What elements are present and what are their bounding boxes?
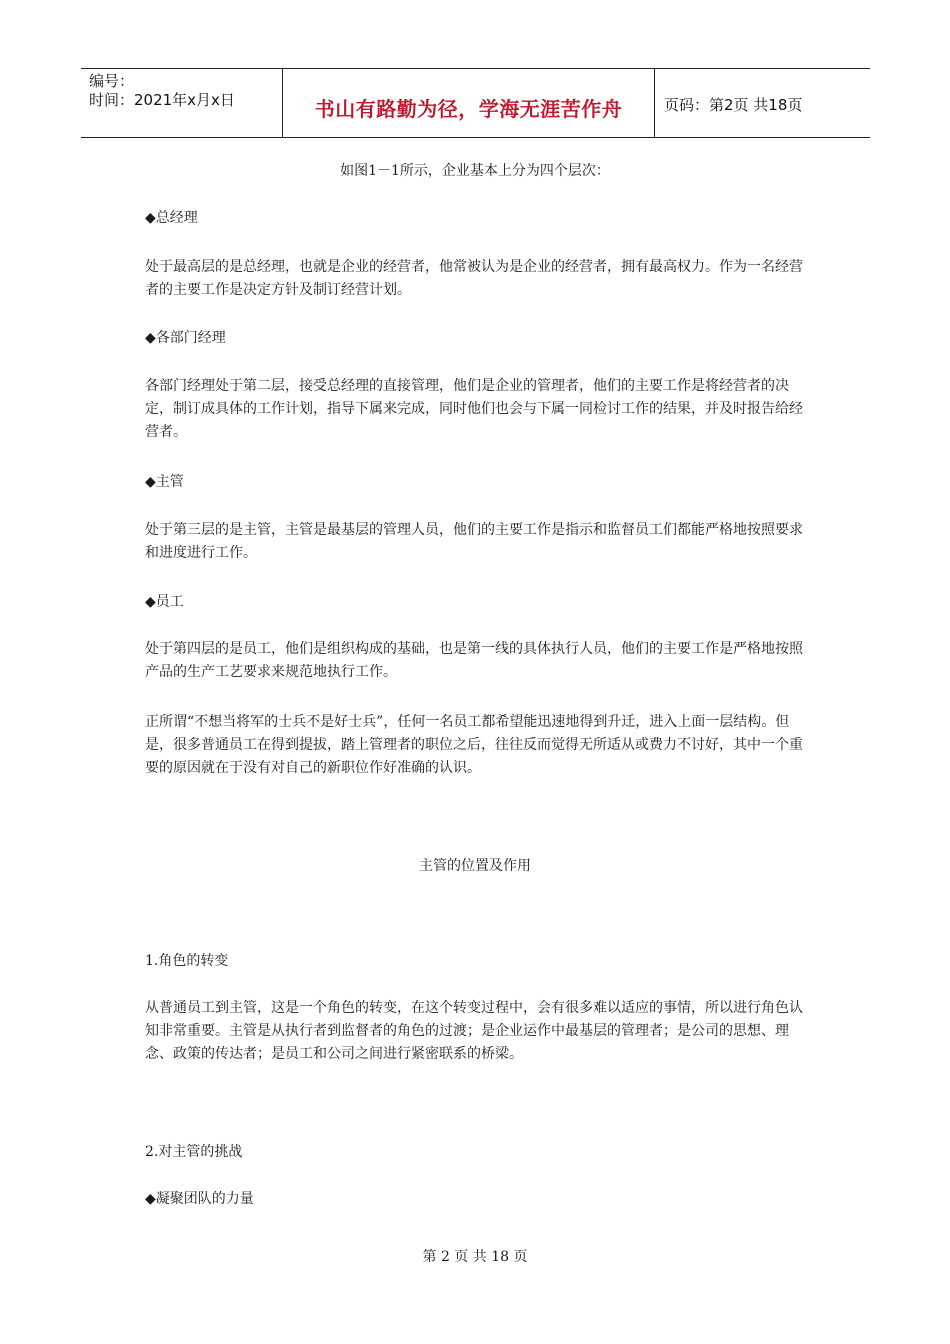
saying-paragraph: 正所谓“不想当将军的士兵不是好士兵”，任何一名员工都希望能迅速地得到升迁，进入上面一层结构。但是，很多普通员工在得到提拔，踏上管理者的职位之后，往往反而觉得无所适从或费力不讨好，其中一个重要的原因就在于没有对自己的新职位作好准确的认识。 (145, 714, 803, 776)
challenge-item: ◆凝聚团队的力量 (145, 1191, 254, 1207)
level-title-employee: ◆员工 (145, 594, 184, 610)
header-meta (89, 72, 235, 110)
intro-text: 如图1－1所示，企业基本上分为四个层次： (340, 163, 610, 179)
header-divider (654, 69, 655, 137)
subsection-title-challenges: 2.对主管的挑战 (145, 1144, 243, 1160)
level-text-department-manager: 各部门经理处于第二层，接受总经理的直接管理，他们是企业的管理者，他们的主要工作是将经营者的决定，制订成具体的工作计划，指导下属来完成，同时他们也会与下属一同检讨工作的结果，并及时报告给经营者。 (145, 378, 803, 440)
level-title-general-manager: ◆总经理 (145, 210, 198, 226)
header-page-info: 页码：第2页 共18页 (664, 96, 803, 114)
level-text-employee: 处于第四层的是员工，他们是组织构成的基础，也是第一线的具体执行人员，他们的主要工作是严格地按照产品的生产工艺要求来规范地执行工作。 (145, 641, 803, 680)
section-title: 主管的位置及作用 (419, 858, 531, 874)
subsection-text-role-change: 从普通员工到主管，这是一个角色的转变，在这个转变过程中，会有很多难以适应的事情，所以进行角色认知非常重要。主管是从执行者到监督者的角色的过渡；是企业运作中最基层的管理者；是公司的思想、理念、政策的传达者；是员工和公司之间进行紧密联系的桥梁。 (145, 1000, 803, 1062)
page-header (81, 68, 870, 138)
number-label: 编号： (89, 72, 135, 90)
subsection-title-role-change: 1.角色的转变 (145, 953, 229, 969)
header-motto: 书山有路勤为径，学海无涯苦作舟 (314, 97, 623, 121)
level-text-supervisor: 处于第三层的是主管，主管是最基层的管理人员，他们的主要工作是指示和监督员工们都能严格地按照要求和进度进行工作。 (145, 522, 803, 561)
page-footer: 第 2 页 共 18 页 (422, 1249, 528, 1265)
level-title-supervisor: ◆主管 (145, 474, 184, 490)
level-title-department-manager: ◆各部门经理 (145, 330, 226, 346)
level-text-general-manager: 处于最高层的是总经理，也就是企业的经营者，他常被认为是企业的经营者，拥有最高权力。作为一名经营者的主要工作是决定方针及制订经营计划。 (145, 259, 803, 298)
time-label: 时间：2021年x月x日 (89, 91, 235, 109)
